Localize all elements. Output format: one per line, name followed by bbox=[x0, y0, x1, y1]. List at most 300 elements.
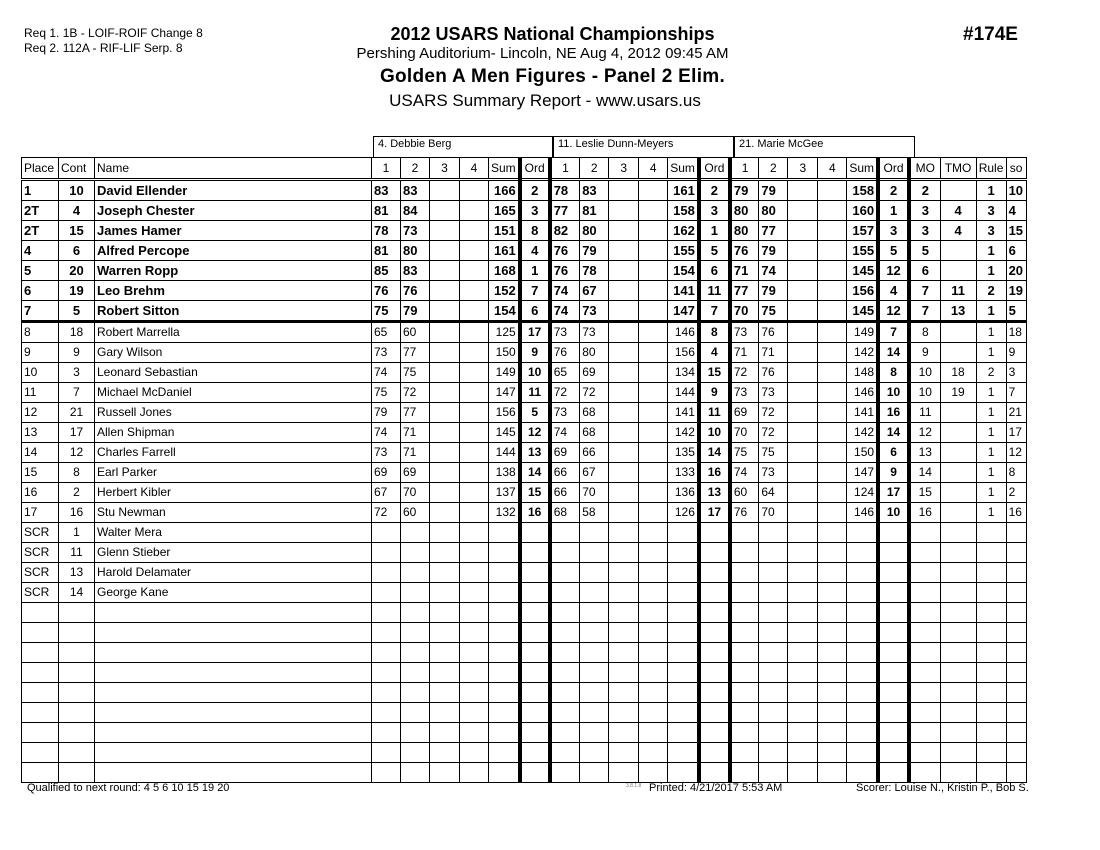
empty-cell bbox=[878, 763, 909, 783]
judge-3-score-2-cell: 64 bbox=[759, 483, 788, 503]
empty-cell bbox=[95, 663, 372, 683]
empty-cell bbox=[59, 703, 95, 723]
judge-2-score-1-cell: 78 bbox=[550, 180, 580, 201]
empty-row bbox=[22, 743, 1027, 763]
empty-cell bbox=[909, 603, 940, 623]
empty-cell bbox=[59, 663, 95, 683]
judge-2-score-3-cell bbox=[609, 281, 639, 301]
rule-cell: 1 bbox=[976, 483, 1006, 503]
col-j2-2: 2 bbox=[580, 158, 609, 180]
place-cell: SCR bbox=[22, 563, 59, 583]
judge-1-score-1-cell bbox=[372, 543, 401, 563]
judge-3-score-4-cell bbox=[818, 523, 847, 543]
judge-1-ordinal-cell bbox=[520, 523, 550, 543]
empty-cell bbox=[940, 743, 976, 763]
empty-cell bbox=[668, 743, 699, 763]
contestant-number-cell: 3 bbox=[59, 363, 95, 383]
judge-2-ordinal-cell: 2 bbox=[699, 180, 730, 201]
judge-2-score-4-cell bbox=[639, 221, 668, 241]
judge-3-sum-cell: 142 bbox=[847, 423, 878, 443]
judge-3-score-3-cell bbox=[788, 403, 818, 423]
empty-cell bbox=[95, 683, 372, 703]
judge-1-score-3-cell bbox=[430, 583, 460, 603]
col-j1-ord: Ord bbox=[520, 158, 550, 180]
start-order-cell: 17 bbox=[1006, 423, 1026, 443]
judge-1-score-2-cell: 71 bbox=[401, 423, 430, 443]
empty-cell bbox=[401, 723, 430, 743]
place-cell: 16 bbox=[22, 483, 59, 503]
judge-2-sum-cell: 154 bbox=[668, 261, 699, 281]
empty-cell bbox=[668, 643, 699, 663]
judge-1-score-1-cell bbox=[372, 583, 401, 603]
judge-2-sum-cell bbox=[668, 543, 699, 563]
table-row bbox=[22, 322, 1027, 343]
start-order-cell: 3 bbox=[1006, 363, 1026, 383]
start-order-cell: 5 bbox=[1006, 301, 1026, 322]
empty-cell bbox=[847, 643, 878, 663]
empty-cell bbox=[940, 663, 976, 683]
judge-2-score-2-cell: 67 bbox=[580, 463, 609, 483]
judge-1-score-3-cell bbox=[430, 423, 460, 443]
empty-cell bbox=[878, 643, 909, 663]
judge-2-sum-cell: 136 bbox=[668, 483, 699, 503]
empty-cell bbox=[95, 723, 372, 743]
judge-1-score-1-cell: 75 bbox=[372, 301, 401, 322]
place-cell: 15 bbox=[22, 463, 59, 483]
judge-1-ordinal-cell: 7 bbox=[520, 281, 550, 301]
empty-cell bbox=[639, 683, 668, 703]
judge-1-score-2-cell: 80 bbox=[401, 241, 430, 261]
majority-ordinal-cell: 13 bbox=[909, 443, 940, 463]
judge-3-ordinal-cell: 4 bbox=[878, 281, 909, 301]
empty-cell bbox=[401, 703, 430, 723]
judge-2-score-4-cell bbox=[639, 301, 668, 322]
total-majority-ordinal-cell: 18 bbox=[940, 363, 976, 383]
empty-row bbox=[22, 723, 1027, 743]
judge-1-score-3-cell bbox=[430, 403, 460, 423]
judge-3-score-3-cell bbox=[788, 363, 818, 383]
judge-3-ordinal-cell: 2 bbox=[878, 180, 909, 201]
judge-1-score-2-cell: 75 bbox=[401, 363, 430, 383]
judge-3-score-2-cell: 80 bbox=[759, 201, 788, 221]
empty-cell bbox=[401, 763, 430, 783]
empty-cell bbox=[95, 623, 372, 643]
total-majority-ordinal-cell bbox=[940, 261, 976, 281]
judge-1-ordinal-cell: 14 bbox=[520, 463, 550, 483]
judge-3-score-1-cell: 60 bbox=[730, 483, 759, 503]
judge-2-sum-cell: 155 bbox=[668, 241, 699, 261]
judge-1-score-4-cell bbox=[460, 483, 489, 503]
contestant-number-cell: 6 bbox=[59, 241, 95, 261]
results-table bbox=[21, 157, 1027, 783]
judge-3-ordinal-cell: 1 bbox=[878, 201, 909, 221]
start-order-cell bbox=[1006, 583, 1026, 603]
judge-1-score-4-cell bbox=[460, 363, 489, 383]
rule-cell: 1 bbox=[976, 403, 1006, 423]
place-cell: 5 bbox=[22, 261, 59, 281]
judge-2-score-4-cell bbox=[639, 261, 668, 281]
table-row bbox=[22, 583, 1027, 603]
judge-3-score-1-cell bbox=[730, 543, 759, 563]
start-order-cell: 12 bbox=[1006, 443, 1026, 463]
place-cell: SCR bbox=[22, 523, 59, 543]
judge-3-ordinal-cell: 16 bbox=[878, 403, 909, 423]
empty-cell bbox=[668, 683, 699, 703]
contestant-number-cell: 14 bbox=[59, 583, 95, 603]
col-j3-4: 4 bbox=[818, 158, 847, 180]
place-cell: 6 bbox=[22, 281, 59, 301]
judge-2-score-1-cell: 73 bbox=[550, 322, 580, 343]
judge-2-score-3-cell bbox=[609, 383, 639, 403]
empty-cell bbox=[460, 683, 489, 703]
judge-2-score-2-cell: 67 bbox=[580, 281, 609, 301]
empty-cell bbox=[940, 763, 976, 783]
skater-name-cell: Robert Sitton bbox=[95, 301, 372, 322]
judge-1-score-4-cell bbox=[460, 281, 489, 301]
judge-3-sum-cell: 160 bbox=[847, 201, 878, 221]
empty-cell bbox=[976, 603, 1006, 623]
empty-cell bbox=[460, 663, 489, 683]
judge-2-score-1-cell: 65 bbox=[550, 363, 580, 383]
judge-3-score-2-cell: 73 bbox=[759, 383, 788, 403]
empty-cell bbox=[372, 603, 401, 623]
empty-cell bbox=[759, 743, 788, 763]
place-cell: 9 bbox=[22, 343, 59, 363]
judge-2-score-1-cell bbox=[550, 523, 580, 543]
empty-cell bbox=[22, 643, 59, 663]
judge-1-sum-cell: 138 bbox=[489, 463, 520, 483]
judge-3-score-4-cell bbox=[818, 322, 847, 343]
judge-2-score-1-cell bbox=[550, 583, 580, 603]
rule-cell: 2 bbox=[976, 363, 1006, 383]
contestant-number-cell: 12 bbox=[59, 443, 95, 463]
judge-1-ordinal-cell: 1 bbox=[520, 261, 550, 281]
judge-1-score-2-cell bbox=[401, 563, 430, 583]
empty-cell bbox=[847, 763, 878, 783]
empty-cell bbox=[699, 743, 730, 763]
judge-2-score-4-cell bbox=[639, 343, 668, 363]
col-place: Place bbox=[22, 158, 59, 180]
empty-cell bbox=[976, 623, 1006, 643]
empty-cell bbox=[909, 743, 940, 763]
judge-2-score-1-cell: 77 bbox=[550, 201, 580, 221]
judge-2-score-1-cell: 66 bbox=[550, 463, 580, 483]
judge-1-score-4-cell bbox=[460, 221, 489, 241]
empty-cell bbox=[372, 683, 401, 703]
empty-cell bbox=[401, 663, 430, 683]
judge-2-score-1-cell: 74 bbox=[550, 423, 580, 443]
judge-1-score-3-cell bbox=[430, 180, 460, 201]
judge-3-score-4-cell bbox=[818, 281, 847, 301]
judge-1-score-2-cell bbox=[401, 543, 430, 563]
judge-1-score-4-cell bbox=[460, 241, 489, 261]
empty-cell bbox=[878, 603, 909, 623]
judge-2-score-1-cell: 74 bbox=[550, 301, 580, 322]
empty-cell bbox=[668, 663, 699, 683]
empty-row bbox=[22, 763, 1027, 783]
empty-row bbox=[22, 603, 1027, 623]
empty-cell bbox=[759, 643, 788, 663]
total-majority-ordinal-cell: 11 bbox=[940, 281, 976, 301]
judge-3-sum-cell: 145 bbox=[847, 301, 878, 322]
judge-2-score-2-cell bbox=[580, 543, 609, 563]
venue-date-line: Pershing Auditorium- Lincoln, NE Aug 4, 2012 09:45 AM bbox=[356, 45, 729, 62]
empty-cell bbox=[59, 603, 95, 623]
judge-2-score-2-cell bbox=[580, 523, 609, 543]
judge-1-ordinal-cell: 15 bbox=[520, 483, 550, 503]
empty-cell bbox=[95, 763, 372, 783]
judge-1-score-4-cell bbox=[460, 403, 489, 423]
judge-2-score-2-cell: 69 bbox=[580, 363, 609, 383]
judge-1-score-2-cell: 84 bbox=[401, 201, 430, 221]
start-order-cell: 21 bbox=[1006, 403, 1026, 423]
empty-cell bbox=[759, 703, 788, 723]
skater-name-cell: George Kane bbox=[95, 583, 372, 603]
empty-row bbox=[22, 683, 1027, 703]
judge-3-score-2-cell: 71 bbox=[759, 343, 788, 363]
contestant-number-cell: 18 bbox=[59, 322, 95, 343]
place-cell: 13 bbox=[22, 423, 59, 443]
empty-cell bbox=[909, 663, 940, 683]
empty-cell bbox=[730, 643, 759, 663]
empty-cell bbox=[460, 623, 489, 643]
empty-cell bbox=[909, 623, 940, 643]
judge-3-sum-cell: 146 bbox=[847, 503, 878, 523]
judge-1-score-2-cell bbox=[401, 583, 430, 603]
judge-1-score-1-cell: 73 bbox=[372, 443, 401, 463]
skater-name-cell: Michael McDaniel bbox=[95, 383, 372, 403]
start-order-cell: 2 bbox=[1006, 483, 1026, 503]
empty-cell bbox=[668, 763, 699, 783]
judge-3-score-2-cell: 76 bbox=[759, 363, 788, 383]
judge-3-score-4-cell bbox=[818, 363, 847, 383]
judge-3-score-4-cell bbox=[818, 221, 847, 241]
rule-cell bbox=[976, 583, 1006, 603]
col-rule: Rule bbox=[976, 158, 1006, 180]
col-so: so bbox=[1006, 158, 1026, 180]
judge-3-sum-cell: 145 bbox=[847, 261, 878, 281]
total-majority-ordinal-cell bbox=[940, 483, 976, 503]
empty-cell bbox=[788, 603, 818, 623]
empty-cell bbox=[818, 763, 847, 783]
judge-1-sum-cell: 149 bbox=[489, 363, 520, 383]
empty-cell bbox=[818, 663, 847, 683]
empty-cell bbox=[699, 703, 730, 723]
empty-cell bbox=[550, 603, 580, 623]
judge-1-score-3-cell bbox=[430, 221, 460, 241]
judge-2-score-3-cell bbox=[609, 483, 639, 503]
judge-3-sum-cell: 141 bbox=[847, 403, 878, 423]
majority-ordinal-cell bbox=[909, 543, 940, 563]
judge-1-sum-cell: 152 bbox=[489, 281, 520, 301]
judge-1-sum-cell: 147 bbox=[489, 383, 520, 403]
judge-1-sum-cell: 150 bbox=[489, 343, 520, 363]
rule-cell bbox=[976, 563, 1006, 583]
judge-2-score-1-cell: 82 bbox=[550, 221, 580, 241]
judge-3-score-1-cell: 74 bbox=[730, 463, 759, 483]
judge-2-score-4-cell bbox=[639, 363, 668, 383]
judge-1-ordinal-cell: 3 bbox=[520, 201, 550, 221]
empty-cell bbox=[609, 663, 639, 683]
judge-3-ordinal-cell: 9 bbox=[878, 463, 909, 483]
empty-cell bbox=[1006, 763, 1026, 783]
judge-3-score-2-cell: 70 bbox=[759, 503, 788, 523]
total-majority-ordinal-cell bbox=[940, 180, 976, 201]
empty-cell bbox=[609, 763, 639, 783]
judge-3-score-4-cell bbox=[818, 483, 847, 503]
place-cell: 2T bbox=[22, 221, 59, 241]
judge-1-score-1-cell: 78 bbox=[372, 221, 401, 241]
empty-cell bbox=[1006, 723, 1026, 743]
judge-2-score-4-cell bbox=[639, 523, 668, 543]
judge-3-score-3-cell bbox=[788, 180, 818, 201]
empty-cell bbox=[520, 683, 550, 703]
empty-row bbox=[22, 643, 1027, 663]
judge-1-score-1-cell: 72 bbox=[372, 503, 401, 523]
judge-1-sum-cell: 132 bbox=[489, 503, 520, 523]
contestant-number-cell: 20 bbox=[59, 261, 95, 281]
empty-cell bbox=[818, 743, 847, 763]
rule-cell: 1 bbox=[976, 180, 1006, 201]
empty-cell bbox=[372, 743, 401, 763]
judge-2-score-4-cell bbox=[639, 383, 668, 403]
judge-1-score-3-cell bbox=[430, 383, 460, 403]
judge-3-sum-cell: 148 bbox=[847, 363, 878, 383]
empty-cell bbox=[460, 743, 489, 763]
judge-2-ordinal-cell: 13 bbox=[699, 483, 730, 503]
majority-ordinal-cell: 3 bbox=[909, 221, 940, 241]
empty-cell bbox=[609, 683, 639, 703]
judge-2-score-2-cell bbox=[580, 583, 609, 603]
majority-ordinal-cell: 2 bbox=[909, 180, 940, 201]
empty-cell bbox=[609, 623, 639, 643]
judge-2-score-3-cell bbox=[609, 241, 639, 261]
empty-cell bbox=[430, 703, 460, 723]
judge-2-score-4-cell bbox=[639, 503, 668, 523]
judge-2-ordinal-cell bbox=[699, 523, 730, 543]
judge-2-ordinal-cell: 8 bbox=[699, 322, 730, 343]
judge-1-score-3-cell bbox=[430, 261, 460, 281]
judge-3-sum-cell: 147 bbox=[847, 463, 878, 483]
judge-3-score-3-cell bbox=[788, 563, 818, 583]
empty-cell bbox=[550, 623, 580, 643]
judge-3-score-3-cell bbox=[788, 322, 818, 343]
page-title: 2012 USARS National Championships bbox=[390, 24, 715, 44]
place-cell: SCR bbox=[22, 583, 59, 603]
judge-1-ordinal-cell: 8 bbox=[520, 221, 550, 241]
start-order-cell: 16 bbox=[1006, 503, 1026, 523]
start-order-cell: 6 bbox=[1006, 241, 1026, 261]
judge-3-score-4-cell bbox=[818, 301, 847, 322]
empty-cell bbox=[976, 703, 1006, 723]
empty-cell bbox=[878, 663, 909, 683]
judge-2-score-2-cell: 80 bbox=[580, 343, 609, 363]
judge-3-ordinal-cell: 10 bbox=[878, 503, 909, 523]
judge-3-score-4-cell bbox=[818, 463, 847, 483]
empty-cell bbox=[520, 643, 550, 663]
total-majority-ordinal-cell bbox=[940, 322, 976, 343]
judge-1-score-2-cell: 73 bbox=[401, 221, 430, 241]
majority-ordinal-cell: 7 bbox=[909, 301, 940, 322]
judge-3-score-1-cell bbox=[730, 583, 759, 603]
judge-1-ordinal-cell: 6 bbox=[520, 301, 550, 322]
place-cell: 8 bbox=[22, 322, 59, 343]
judge-2-score-3-cell bbox=[609, 301, 639, 322]
empty-cell bbox=[818, 623, 847, 643]
total-majority-ordinal-cell bbox=[940, 523, 976, 543]
judge-1-sum-cell: 144 bbox=[489, 443, 520, 463]
empty-cell bbox=[430, 723, 460, 743]
judge-1-score-4-cell bbox=[460, 201, 489, 221]
judge-1-score-3-cell bbox=[430, 281, 460, 301]
judge-1-ordinal-cell: 17 bbox=[520, 322, 550, 343]
judge-1-sum-cell bbox=[489, 563, 520, 583]
col-name: Name bbox=[95, 158, 372, 180]
judge-2-score-1-cell: 76 bbox=[550, 261, 580, 281]
rule-cell bbox=[976, 543, 1006, 563]
majority-ordinal-cell: 6 bbox=[909, 261, 940, 281]
judge-1-score-4-cell bbox=[460, 383, 489, 403]
empty-cell bbox=[580, 663, 609, 683]
empty-cell bbox=[401, 683, 430, 703]
judge-2-score-4-cell bbox=[639, 483, 668, 503]
empty-cell bbox=[22, 763, 59, 783]
judge-1-score-2-cell: 77 bbox=[401, 343, 430, 363]
empty-row bbox=[22, 623, 1027, 643]
judge-3-ordinal-cell: 12 bbox=[878, 261, 909, 281]
judge-3-ordinal-cell: 12 bbox=[878, 301, 909, 322]
empty-cell bbox=[909, 643, 940, 663]
skater-name-cell: Glenn Stieber bbox=[95, 543, 372, 563]
judge-1-score-1-cell: 65 bbox=[372, 322, 401, 343]
empty-cell bbox=[22, 723, 59, 743]
empty-cell bbox=[847, 743, 878, 763]
place-cell: 10 bbox=[22, 363, 59, 383]
judge-3-sum-cell: 158 bbox=[847, 180, 878, 201]
empty-cell bbox=[847, 703, 878, 723]
judge-3-score-3-cell bbox=[788, 383, 818, 403]
empty-cell bbox=[59, 643, 95, 663]
judge-2-score-3-cell bbox=[609, 322, 639, 343]
empty-cell bbox=[460, 703, 489, 723]
judge-2-sum-cell: 146 bbox=[668, 322, 699, 343]
judge-1-sum-cell: 166 bbox=[489, 180, 520, 201]
start-order-cell bbox=[1006, 563, 1026, 583]
judge-3-sum-cell bbox=[847, 543, 878, 563]
majority-ordinal-cell: 5 bbox=[909, 241, 940, 261]
empty-cell bbox=[730, 603, 759, 623]
empty-cell bbox=[759, 723, 788, 743]
empty-cell bbox=[22, 623, 59, 643]
empty-cell bbox=[430, 683, 460, 703]
majority-ordinal-cell: 10 bbox=[909, 383, 940, 403]
judge-1-ordinal-cell: 13 bbox=[520, 443, 550, 463]
judge-3-score-3-cell bbox=[788, 463, 818, 483]
judge-2-score-4-cell bbox=[639, 201, 668, 221]
judge-1-score-3-cell bbox=[430, 563, 460, 583]
judge-3-score-2-cell: 79 bbox=[759, 281, 788, 301]
total-majority-ordinal-cell bbox=[940, 543, 976, 563]
judge-3-score-3-cell bbox=[788, 221, 818, 241]
empty-cell bbox=[730, 703, 759, 723]
empty-cell bbox=[818, 643, 847, 663]
judge-2-ordinal-cell: 5 bbox=[699, 241, 730, 261]
judge-1-score-3-cell bbox=[430, 463, 460, 483]
table-row bbox=[22, 443, 1027, 463]
skater-name-cell: Robert Marrella bbox=[95, 322, 372, 343]
judge-3-ordinal-cell bbox=[878, 543, 909, 563]
judge-2-score-2-cell: 58 bbox=[580, 503, 609, 523]
